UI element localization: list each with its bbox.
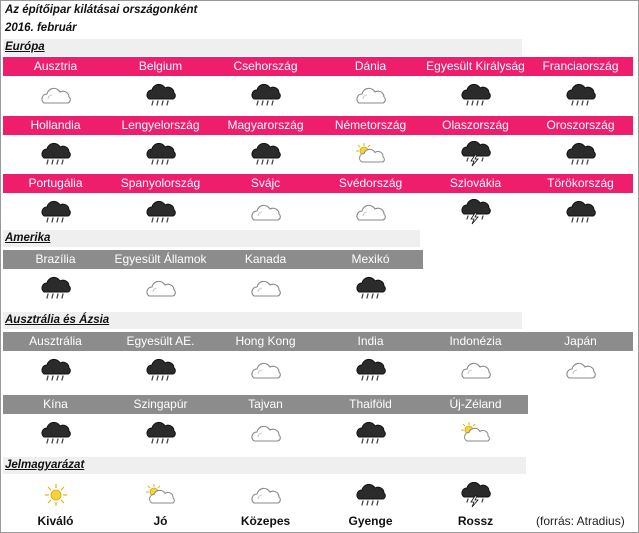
legend-label: Kiváló xyxy=(37,514,74,528)
section-legend xyxy=(3,457,526,474)
country-label: Hong Kong xyxy=(235,334,296,348)
country-label: Egyesült Államok xyxy=(114,252,207,266)
country-label: Thaiföld xyxy=(349,397,392,411)
cloud-icon xyxy=(213,351,318,389)
rain-cloud-icon xyxy=(318,476,423,514)
cloud-icon xyxy=(318,76,423,114)
rain-cloud-icon xyxy=(3,351,108,389)
cloud-icon xyxy=(213,414,318,452)
partly-cloudy-icon xyxy=(318,135,423,173)
cloud-icon xyxy=(318,193,423,231)
rain-cloud-icon xyxy=(3,414,108,452)
country-label: Németország xyxy=(334,118,407,132)
country-label: Kanada xyxy=(244,252,287,266)
country-label: Portugália xyxy=(28,176,83,190)
country-label: Ausztria xyxy=(33,59,78,73)
section-europe-label: Európa xyxy=(5,41,45,53)
cloud-icon xyxy=(423,351,528,389)
country-label: Tajvan xyxy=(248,397,283,411)
cloud-icon xyxy=(213,193,318,231)
section-america-label: Amerika xyxy=(5,232,51,244)
section-legend-label: Jelmagyarázat xyxy=(5,459,85,471)
cloud-icon xyxy=(528,351,633,389)
country-label: Szingapúr xyxy=(133,397,188,411)
section-asia-label: Ausztrália és Ázsia xyxy=(5,314,110,326)
cloud-icon xyxy=(3,76,108,114)
rain-cloud-icon xyxy=(3,135,108,173)
rain-cloud-icon xyxy=(528,76,633,114)
rain-cloud-icon xyxy=(318,351,423,389)
country-label: Franciaország xyxy=(542,59,619,73)
rain-cloud-icon xyxy=(3,193,108,231)
legend-label: Jó xyxy=(153,514,168,528)
country-label: Kína xyxy=(43,397,68,411)
country-label: Mexikó xyxy=(351,252,390,266)
rain-cloud-icon xyxy=(3,269,108,307)
partly-cloudy-icon xyxy=(423,414,528,452)
country-label: Oroszország xyxy=(546,118,615,132)
country-label: Svédország xyxy=(338,176,403,190)
rain-cloud-icon xyxy=(108,351,213,389)
country-label: Brazília xyxy=(35,252,76,266)
rain-cloud-icon xyxy=(108,193,213,231)
section-europe xyxy=(3,39,522,56)
country-label: Spanyolország xyxy=(120,176,201,190)
cloud-icon xyxy=(213,269,318,307)
country-label: Törökország xyxy=(547,176,614,190)
legend-label: Rossz xyxy=(457,514,494,528)
rain-cloud-icon xyxy=(213,76,318,114)
legend-label: Közepes xyxy=(240,514,291,528)
country-label: Egyesült Királyság xyxy=(426,59,525,73)
thunderstorm-icon xyxy=(423,193,528,231)
legend-label: Gyenge xyxy=(348,514,393,528)
country-label: Csehország xyxy=(233,59,298,73)
page-title: Az építőipar kilátásai országonként xyxy=(5,4,198,16)
rain-cloud-icon xyxy=(528,135,633,173)
rain-cloud-icon xyxy=(213,135,318,173)
country-label: Svájc xyxy=(250,176,281,190)
rain-cloud-icon xyxy=(423,76,528,114)
country-label: Szlovákia xyxy=(449,176,502,190)
country-label: Olaszország xyxy=(442,118,509,132)
country-label: Új-Zéland xyxy=(449,397,502,411)
country-label: Japán xyxy=(564,334,597,348)
rain-cloud-icon xyxy=(318,269,423,307)
partly-cloudy-icon xyxy=(108,476,213,514)
source-note: (forrás: Atradius) xyxy=(536,514,625,528)
cloud-icon xyxy=(108,269,213,307)
rain-cloud-icon xyxy=(108,135,213,173)
country-label: India xyxy=(357,334,384,348)
rain-cloud-icon xyxy=(318,414,423,452)
section-asia xyxy=(3,312,522,329)
country-label: Lengyelország xyxy=(121,118,200,132)
rain-cloud-icon xyxy=(108,414,213,452)
country-label: Magyarország xyxy=(227,118,304,132)
country-label: Egyesült AE. xyxy=(126,334,195,348)
rain-cloud-icon xyxy=(108,76,213,114)
section-america xyxy=(3,230,420,247)
country-label: Dánia xyxy=(354,59,387,73)
cloud-icon xyxy=(213,476,318,514)
thunderstorm-icon xyxy=(423,135,528,173)
rain-cloud-icon xyxy=(528,193,633,231)
country-label: Ausztrália xyxy=(29,334,82,348)
country-label: Belgium xyxy=(138,59,183,73)
country-label: Indonézia xyxy=(449,334,502,348)
sun-icon xyxy=(3,476,108,514)
page-subtitle: 2016. február xyxy=(5,22,77,34)
thunderstorm-icon xyxy=(423,476,528,514)
country-label: Hollandia xyxy=(30,118,81,132)
